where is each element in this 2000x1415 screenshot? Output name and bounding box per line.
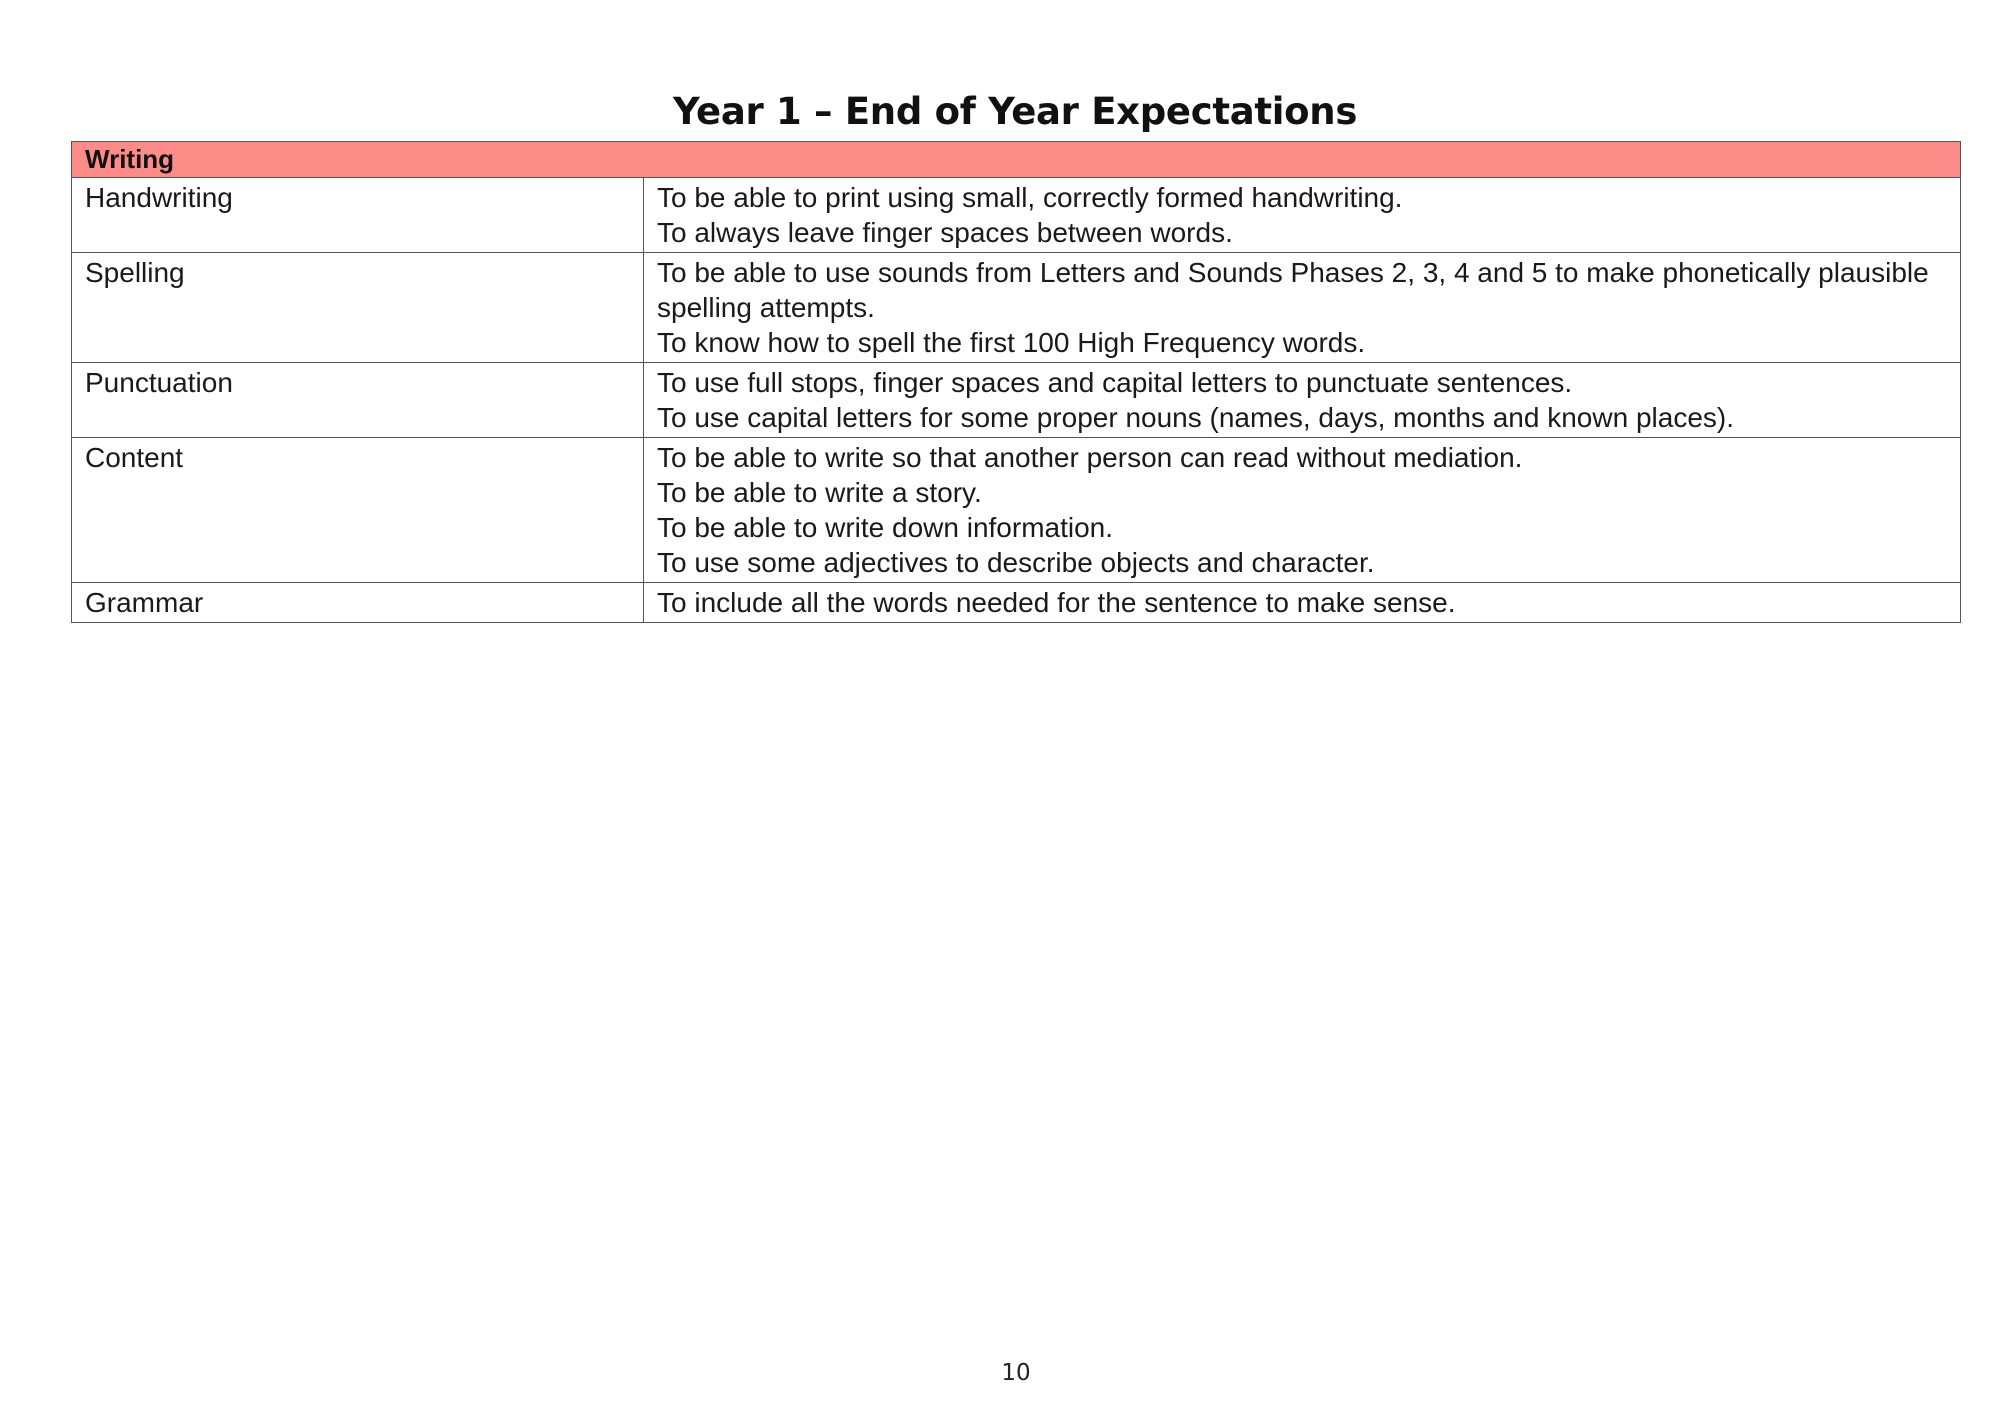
expectation-line: To know how to spell the first 100 High Frequency words. [657, 327, 1366, 358]
expectation-line: To always leave finger spaces between words. [657, 217, 1233, 248]
table-row [72, 438, 1961, 583]
expectation-line: To be able to print using small, correctly formed handwriting. [657, 182, 1403, 213]
topic-cell: Grammar [72, 583, 644, 623]
detail-cell [644, 438, 1961, 583]
expectation-line: To be able to use sounds from Letters and Sounds Phases 2, 3, 4 and 5 to make phonetically plausible spelling attempts. [657, 257, 1929, 323]
expectation-line: To use capital letters for some proper nouns (names, days, months and known places). [657, 402, 1734, 433]
page-title: Year 1 – End of Year Expectations [672, 90, 1358, 133]
topic-cell: Handwriting [72, 178, 644, 253]
expectations-table [71, 141, 1961, 623]
expectation-line: To use some adjectives to describe objects and character. [657, 547, 1375, 578]
expectation-line: To use full stops, finger spaces and capital letters to punctuate sentences. [657, 367, 1573, 398]
page-number: 10 [1001, 1360, 1031, 1386]
section-header-row [72, 142, 1961, 178]
detail-cell [644, 253, 1961, 363]
table-row [72, 363, 1961, 438]
expectation-line: To include all the words needed for the sentence to make sense. [657, 587, 1456, 618]
detail-cell [644, 178, 1961, 253]
table-row [72, 583, 1961, 623]
topic-cell: Spelling [72, 253, 644, 363]
expectation-line: To be able to write down information. [657, 512, 1114, 543]
table-row [72, 253, 1961, 363]
topic-cell: Content [72, 438, 644, 583]
expectation-line: To be able to write a story. [657, 477, 982, 508]
section-header-writing: Writing [72, 142, 1961, 178]
expectation-line: To be able to write so that another person can read without mediation. [657, 442, 1523, 473]
table-row [72, 178, 1961, 253]
topic-cell: Punctuation [72, 363, 644, 438]
detail-cell [644, 583, 1961, 623]
detail-cell [644, 363, 1961, 438]
